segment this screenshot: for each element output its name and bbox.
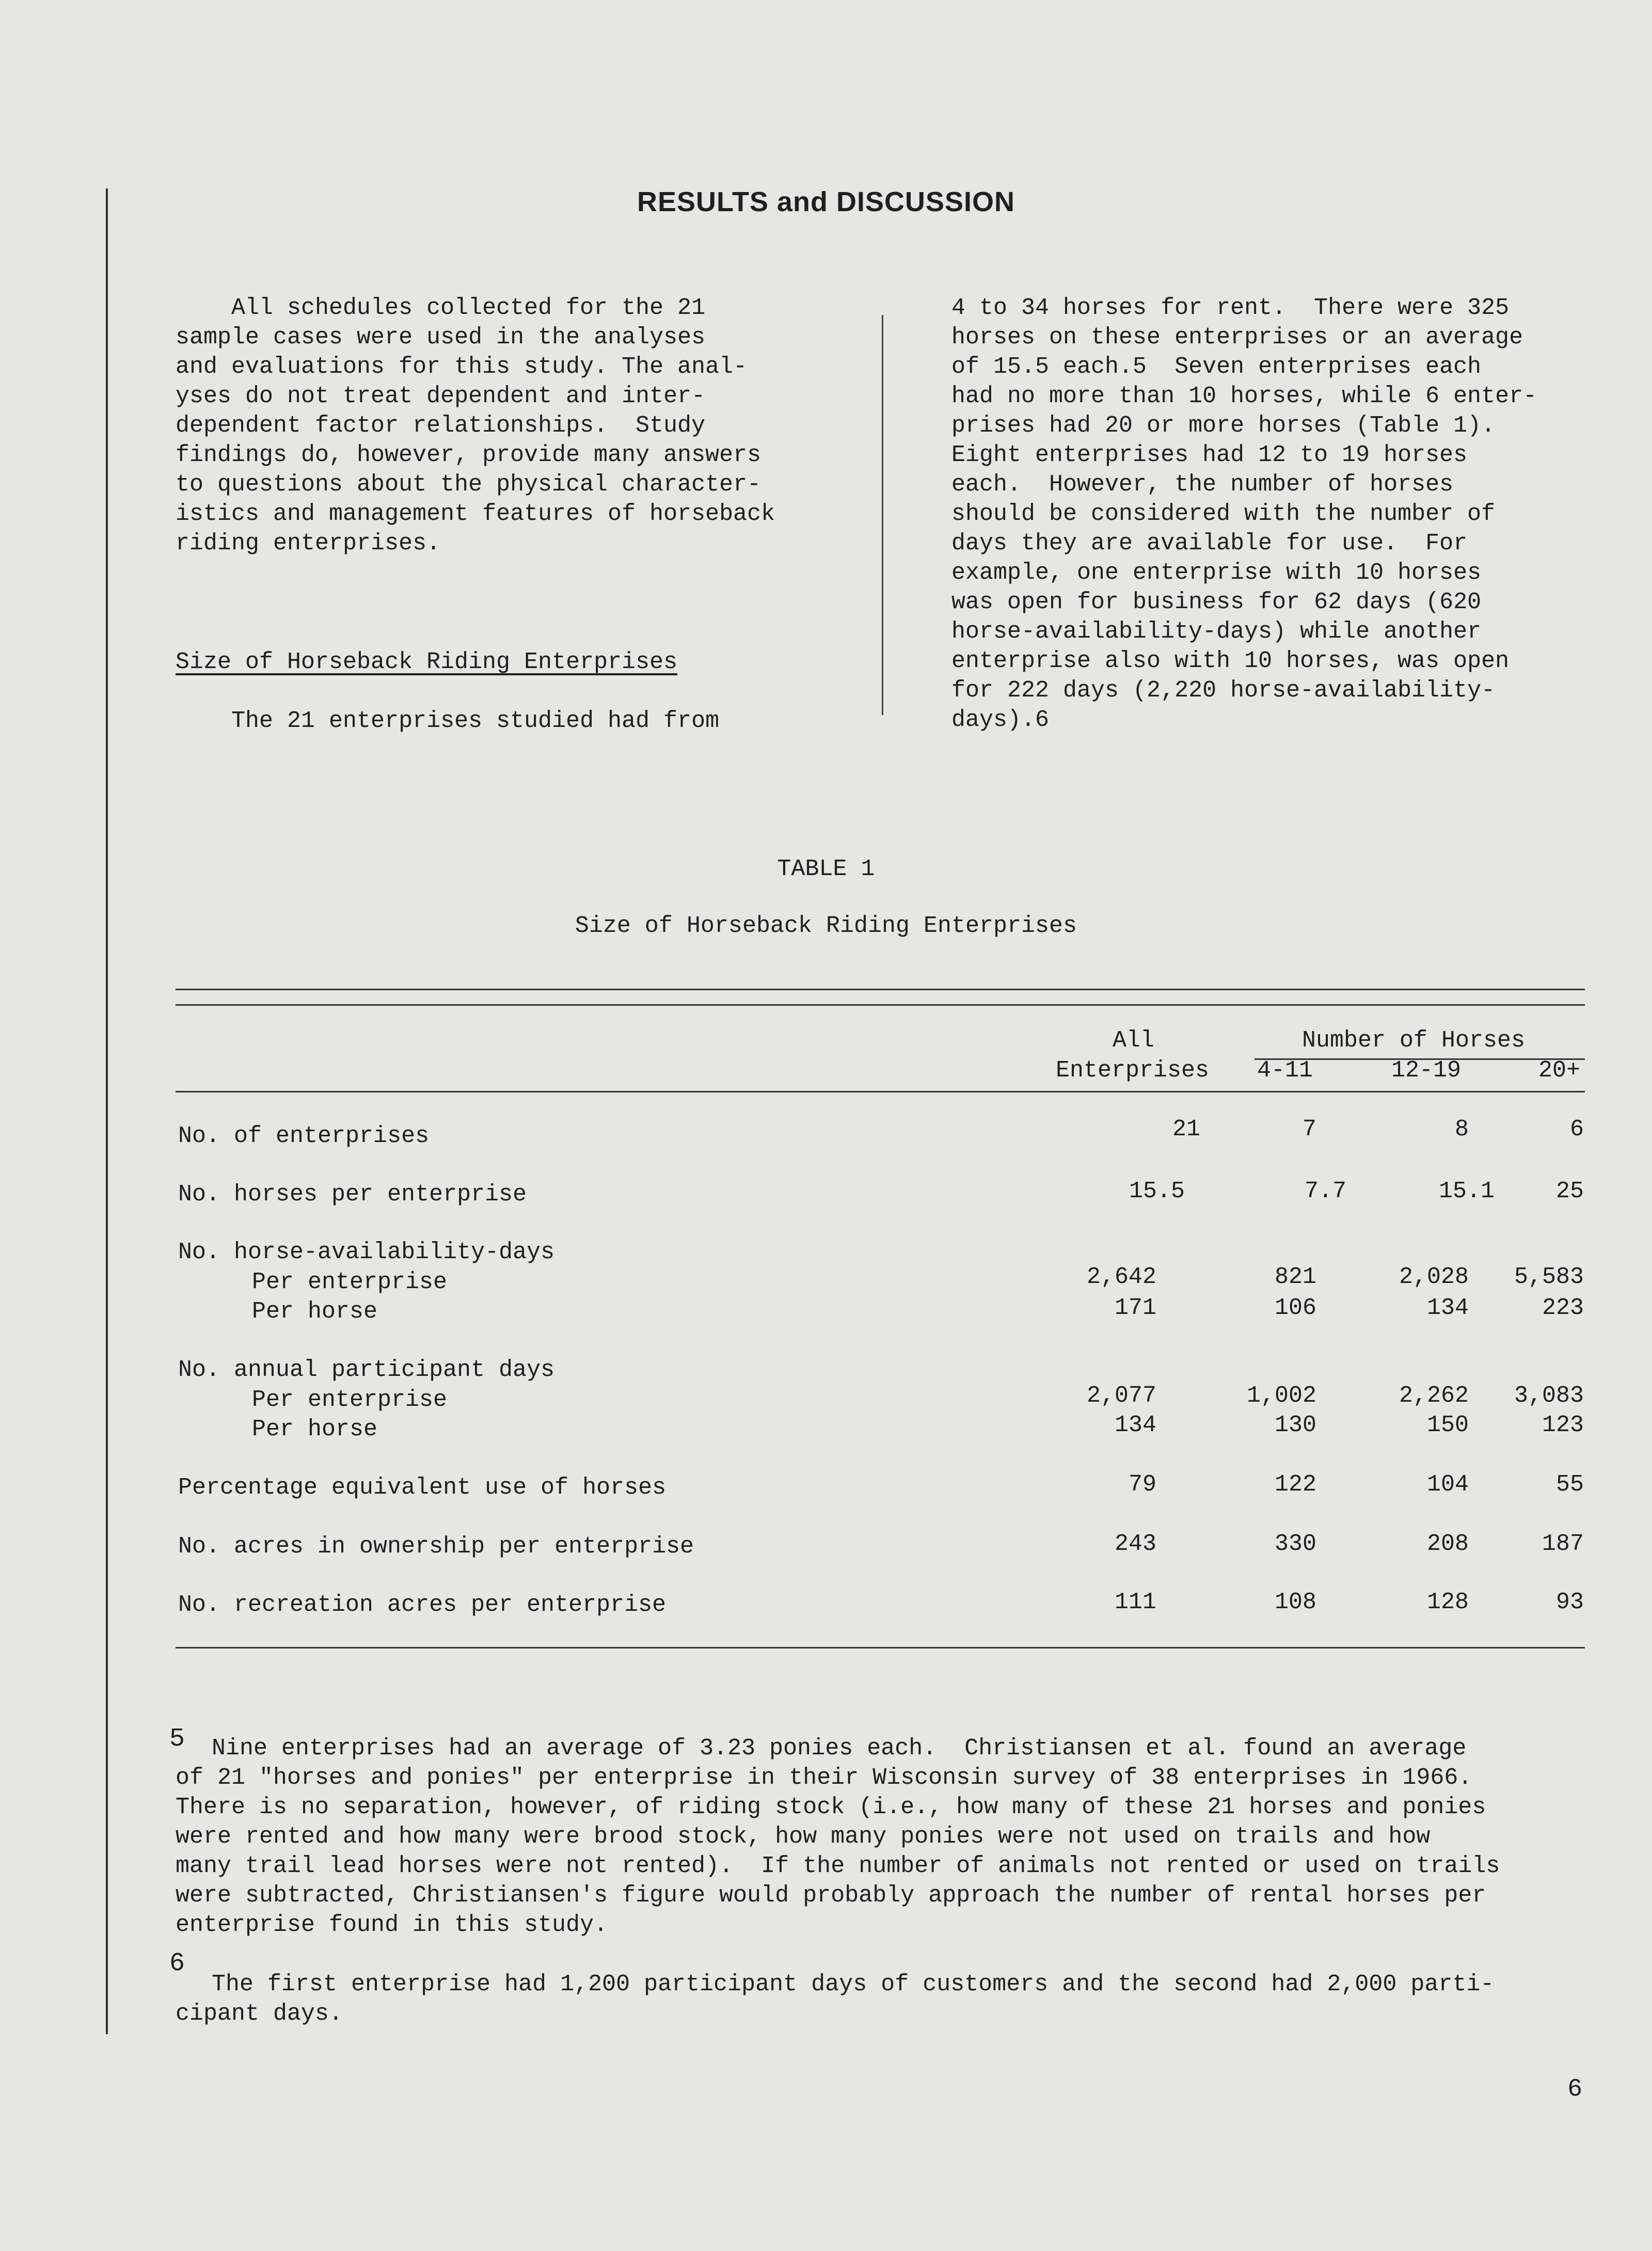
footnote-6-text: The first enterprise had 1,200 participant days of customers and the second had 2,000 parti- cipant days. <box>176 1971 1495 2027</box>
cell-apd-pe-all: 2,077 <box>1086 1383 1156 1409</box>
row-label-apd-per-enterprise: Per enterprise <box>252 1387 448 1413</box>
row-label-enterprises: No. of enterprises <box>178 1123 430 1149</box>
cell-horses-12-19: 15.1 <box>1438 1178 1495 1204</box>
col-header-number-of-horses: Number of Horses <box>1302 1027 1526 1054</box>
cell-apd-ph-4-11: 130 <box>1274 1412 1316 1438</box>
cell-rec-12-19: 128 <box>1426 1589 1469 1615</box>
col-header-all-1: All <box>1113 1027 1155 1054</box>
page-number: 6 <box>1567 2075 1582 2103</box>
row-label-horse-availability-days: No. horse-availability-days <box>178 1239 555 1265</box>
cell-apd-pe-4-11: 1,002 <box>1246 1383 1316 1409</box>
table-header-rule <box>176 1091 1585 1092</box>
col-header-20-plus: 20+ <box>1538 1057 1581 1084</box>
row-label-recreation-acres: No. recreation acres per enterprise <box>178 1592 666 1618</box>
cell-enterprises-4-11: 7 <box>1302 1116 1316 1143</box>
cell-had-pe-4-11: 821 <box>1274 1264 1316 1290</box>
subsection-heading: Size of Horseback Riding Enterprises <box>176 649 678 675</box>
row-label-annual-participant-days: No. annual participant days <box>178 1357 555 1383</box>
footnote-5-marker: 5 <box>169 1724 185 1754</box>
cell-had-pe-all: 2,642 <box>1086 1264 1156 1290</box>
cell-apd-pe-12-19: 2,262 <box>1399 1383 1469 1409</box>
size-paragraph-start: The 21 enterprises studied had from <box>176 708 720 734</box>
cell-rec-20-plus: 93 <box>1555 1589 1584 1615</box>
size-paragraph-continued: 4 to 34 horses for rent. There were 325 horses on these enterprises or an average of 15.5 each.5 Seven enterprises each had no more than 10 horses, while 6 enter- prises had 20 or more horses (Table 1). Eight enterprises had 12 to 19 horses each. However, the number of horses should be considered with the number of days they are available for use. For example, one enterprise with 10 horses was open for business for 62 days (620 horse-availability-days) while another enterprise also with 10 horses, was open for 222 days (2,220 horse-availability- days).6 <box>951 295 1537 733</box>
cell-pct-20-plus: 55 <box>1555 1471 1584 1498</box>
table-top-rule-2 <box>176 1004 1585 1006</box>
cell-enterprises-12-19: 8 <box>1454 1116 1469 1143</box>
cell-enterprises-all: 21 <box>1172 1116 1200 1143</box>
intro-paragraph: All schedules collected for the 21 sample cases were used in the analyses and evaluations for this study. The anal- yses do not treat dependent and inter- dependent factor relationships. Study findings do, however, provide many answers to questions about the physical character- istics and management features of horseback riding enterprises. <box>176 295 775 557</box>
cell-had-ph-12-19: 134 <box>1426 1295 1469 1321</box>
row-label-percentage-use: Percentage equivalent use of horses <box>178 1475 666 1501</box>
cell-pct-4-11: 122 <box>1274 1471 1316 1498</box>
left-margin-rule <box>106 188 108 2034</box>
cell-horses-4-11: 7.7 <box>1304 1178 1346 1204</box>
cell-had-pe-20-plus: 5,583 <box>1514 1264 1584 1290</box>
cell-apd-pe-20-plus: 3,083 <box>1514 1383 1584 1409</box>
section-heading: RESULTS and DISCUSSION <box>637 186 1015 217</box>
col-header-12-19: 12-19 <box>1391 1057 1462 1084</box>
table-bottom-rule <box>176 1647 1585 1648</box>
row-label-apd-per-horse: Per horse <box>252 1416 378 1442</box>
cell-apd-ph-all: 134 <box>1114 1412 1156 1438</box>
table-label: TABLE 1 <box>777 856 875 882</box>
cell-had-pe-12-19: 2,028 <box>1399 1264 1469 1290</box>
table-title: Size of Horseback Riding Enterprises <box>575 913 1077 939</box>
row-label-had-per-horse: Per horse <box>252 1298 378 1325</box>
cell-apd-ph-12-19: 150 <box>1426 1412 1469 1438</box>
table-top-rule <box>176 989 1585 990</box>
cell-acres-12-19: 208 <box>1426 1531 1469 1557</box>
footnote-5-text: Nine enterprises had an average of 3.23 ponies each. Christiansen et al. found an average of 21 "horses and ponies" per enterprise in their Wisconsin survey of 38 enterprises in 1966. There is no separation, however, of riding stock (i.e., how many of these 21 horses and ponies were rented and how many were brood stock, how many ponies were not used on trails and how many trail lead horses were not rented). If the number of animals not rented or used on trails were subtracted, Christiansen's figure would probably approach the number of rental horses per enterprise found in this study. <box>176 1735 1500 1938</box>
column-divider <box>882 315 883 715</box>
footnote-6-marker: 6 <box>169 1949 185 1978</box>
cell-had-ph-4-11: 106 <box>1274 1295 1316 1321</box>
cell-had-ph-20-plus: 223 <box>1542 1295 1584 1321</box>
cell-had-ph-all: 171 <box>1114 1295 1156 1321</box>
cell-acres-4-11: 330 <box>1274 1531 1316 1557</box>
cell-enterprises-20-plus: 6 <box>1569 1116 1584 1143</box>
col-header-all-2: Enterprises <box>1056 1057 1210 1084</box>
cell-pct-all: 79 <box>1128 1471 1156 1498</box>
cell-acres-20-plus: 187 <box>1542 1531 1584 1557</box>
cell-pct-12-19: 104 <box>1426 1471 1469 1498</box>
cell-apd-ph-20-plus: 123 <box>1542 1412 1584 1438</box>
cell-horses-all: 15.5 <box>1129 1178 1185 1204</box>
cell-rec-4-11: 108 <box>1274 1589 1316 1615</box>
cell-horses-20-plus: 25 <box>1555 1178 1584 1204</box>
col-header-4-11: 4-11 <box>1257 1057 1313 1084</box>
cell-rec-all: 111 <box>1114 1589 1156 1615</box>
cell-acres-all: 243 <box>1114 1531 1156 1557</box>
row-label-horses: No. horses per enterprise <box>178 1181 527 1208</box>
row-label-acres-ownership: No. acres in ownership per enterprise <box>178 1533 694 1560</box>
row-label-had-per-enterprise: Per enterprise <box>252 1269 448 1295</box>
